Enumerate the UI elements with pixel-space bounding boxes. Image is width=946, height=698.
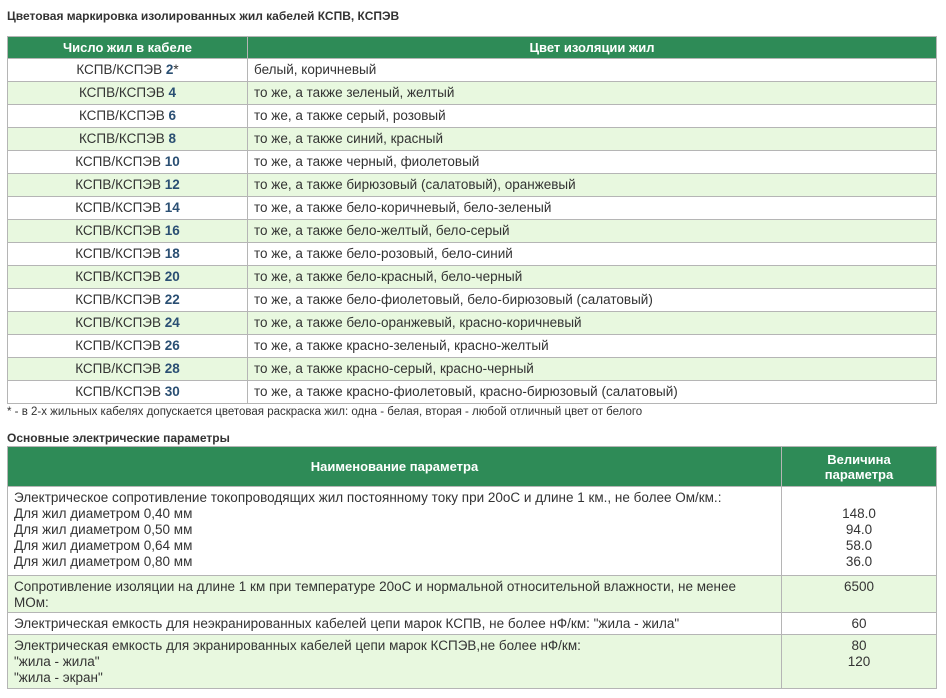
table-row xyxy=(8,220,937,243)
param-line: МОм: xyxy=(14,595,49,610)
core-count: 22 xyxy=(164,292,180,307)
table-row xyxy=(8,82,937,105)
header-core-count: Число жил в кабеле xyxy=(8,37,248,59)
cable-prefix: КСПВ/КСПЭВ xyxy=(75,154,165,169)
core-count: 20 xyxy=(164,269,180,284)
core-count: 24 xyxy=(164,315,180,330)
table-row xyxy=(8,243,937,266)
insulation-colors-cell: то же, а также бело-оранжевый, красно-коричневый xyxy=(248,312,937,335)
param-value: 148.0 xyxy=(842,506,876,521)
param-line: "жила - жила" xyxy=(14,654,100,669)
core-count: 28 xyxy=(164,361,180,376)
color-coding-header-row xyxy=(8,37,937,59)
param-value: 6500 xyxy=(843,579,875,594)
cable-type-cell xyxy=(8,243,248,266)
electrical-params-title: Основные электрические параметры xyxy=(7,431,230,445)
table-row xyxy=(8,381,937,404)
insulation-colors-cell: то же, а также серый, розовый xyxy=(248,105,937,128)
param-name-cell xyxy=(8,576,782,613)
color-coding-table xyxy=(7,36,937,404)
param-value-cell xyxy=(782,576,937,613)
param-value: 80 xyxy=(851,638,867,653)
param-value: 60 xyxy=(851,616,867,631)
param-line: "жила - экран" xyxy=(14,670,103,685)
cable-type-cell xyxy=(8,220,248,243)
param-line: Для жил диаметром 0,50 мм xyxy=(14,522,193,537)
cable-prefix: КСПВ/КСПЭВ xyxy=(76,62,166,77)
cable-type-cell xyxy=(8,358,248,381)
param-line: Для жил диаметром 0,80 мм xyxy=(14,554,193,569)
insulation-colors-cell: то же, а также бирюзовый (салатовый), оранжевый xyxy=(248,174,937,197)
param-line: Электрическая емкость для экранированных кабелей цепи марок КСПЭВ,не более нФ/км: xyxy=(14,638,581,653)
cable-prefix: КСПВ/КСПЭВ xyxy=(75,223,165,238)
param-line: Сопротивление изоляции на длине 1 км при температуре 20оС и нормальной относительной влажности, не менее xyxy=(14,579,736,594)
insulation-colors-cell: то же, а также синий, красный xyxy=(248,128,937,151)
cable-type-cell xyxy=(8,128,248,151)
param-value-cell xyxy=(782,613,937,635)
param-line: Электрическое сопротивление токопроводящих жил постоянному току при 20оС и длине 1 км., не более Ом/км.: xyxy=(14,490,722,505)
footnote-mark: * xyxy=(173,62,179,77)
core-count: 6 xyxy=(168,108,177,123)
table-row xyxy=(8,289,937,312)
core-count: 2 xyxy=(165,62,174,77)
cable-prefix: КСПВ/КСПЭВ xyxy=(75,269,165,284)
core-count: 16 xyxy=(164,223,180,238)
core-count: 26 xyxy=(164,338,180,353)
table-row xyxy=(8,358,937,381)
table-row xyxy=(8,266,937,289)
cable-type-cell xyxy=(8,266,248,289)
cable-type-cell xyxy=(8,312,248,335)
cable-prefix: КСПВ/КСПЭВ xyxy=(75,292,165,307)
param-name-cell xyxy=(8,635,782,689)
table-row xyxy=(8,59,937,82)
table-row xyxy=(8,487,937,576)
insulation-colors-cell: то же, а также черный, фиолетовый xyxy=(248,151,937,174)
param-value: 36.0 xyxy=(845,554,873,569)
header-param-value-line1: Величина xyxy=(827,451,891,467)
header-param-value-line2: параметра xyxy=(824,466,894,482)
insulation-colors-cell: то же, а также бело-розовый, бело-синий xyxy=(248,243,937,266)
param-name-cell xyxy=(8,487,782,576)
cable-type-cell xyxy=(8,335,248,358)
cable-prefix: КСПВ/КСПЭВ xyxy=(75,384,165,399)
electrical-params-table-body xyxy=(8,487,937,689)
header-param-name: Наименование параметра xyxy=(8,447,782,487)
cable-type-cell xyxy=(8,59,248,82)
table-row xyxy=(8,105,937,128)
param-value: 58.0 xyxy=(845,538,873,553)
cable-prefix: КСПВ/КСПЭВ xyxy=(75,361,165,376)
param-line: Для жил диаметром 0,64 мм xyxy=(14,538,193,553)
table-row xyxy=(8,151,937,174)
header-insulation-color: Цвет изоляции жил xyxy=(248,37,937,59)
param-value: 120 xyxy=(847,654,871,669)
footnote: * - в 2-х жильных кабелях допускается цветовая раскраска жил: одна - белая, вторая - любой отличный цвет от белого xyxy=(7,406,643,418)
table-row xyxy=(8,635,937,689)
cable-type-cell xyxy=(8,174,248,197)
insulation-colors-cell: белый, коричневый xyxy=(248,59,937,82)
table-row xyxy=(8,174,937,197)
cable-type-cell xyxy=(8,381,248,404)
core-count: 18 xyxy=(164,246,180,261)
table-row xyxy=(8,335,937,358)
electrical-params-header-row xyxy=(8,447,937,487)
insulation-colors-cell: то же, а также красно-серый, красно-черный xyxy=(248,358,937,381)
param-value xyxy=(788,490,930,506)
param-value-cell xyxy=(782,635,937,689)
table-row xyxy=(8,128,937,151)
table-row xyxy=(8,197,937,220)
core-count: 30 xyxy=(164,384,180,399)
insulation-colors-cell: то же, а также красно-зеленый, красно-желтый xyxy=(248,335,937,358)
insulation-colors-cell: то же, а также зеленый, желтый xyxy=(248,82,937,105)
cable-prefix: КСПВ/КСПЭВ xyxy=(75,177,165,192)
insulation-colors-cell: то же, а также бело-красный, бело-черный xyxy=(248,266,937,289)
electrical-params-table xyxy=(7,446,937,689)
insulation-colors-cell: то же, а также красно-фиолетовый, красно-бирюзовый (салатовый) xyxy=(248,381,937,404)
table-row xyxy=(8,576,937,613)
param-name-cell xyxy=(8,613,782,635)
cable-prefix: КСПВ/КСПЭВ xyxy=(75,246,165,261)
insulation-colors-cell: то же, а также бело-коричневый, бело-зеленый xyxy=(248,197,937,220)
insulation-colors-cell: то же, а также бело-фиолетовый, бело-бирюзовый (салатовый) xyxy=(248,289,937,312)
core-count: 12 xyxy=(164,177,180,192)
param-line: Электрическая емкость для неэкранированных кабелей цепи марок КСПВ, не более нФ/км: "жила - жила" xyxy=(14,616,680,631)
cable-type-cell xyxy=(8,289,248,312)
param-value-cell xyxy=(782,487,937,576)
cable-type-cell xyxy=(8,105,248,128)
cable-type-cell xyxy=(8,82,248,105)
cable-type-cell xyxy=(8,197,248,220)
cable-prefix: КСПВ/КСПЭВ xyxy=(78,85,169,100)
cable-type-cell xyxy=(8,151,248,174)
core-count: 8 xyxy=(168,131,177,146)
insulation-colors-cell: то же, а также бело-желтый, бело-серый xyxy=(248,220,937,243)
header-param-value xyxy=(782,447,937,487)
core-count: 4 xyxy=(168,85,177,100)
core-count: 14 xyxy=(164,200,180,215)
core-count: 10 xyxy=(164,154,180,169)
cable-prefix: КСПВ/КСПЭВ xyxy=(78,131,169,146)
param-value: 94.0 xyxy=(845,522,873,537)
cable-prefix: КСПВ/КСПЭВ xyxy=(75,338,165,353)
cable-prefix: КСПВ/КСПЭВ xyxy=(75,200,165,215)
color-coding-title: Цветовая маркировка изолированных жил кабелей КСПВ, КСПЭВ xyxy=(7,9,400,23)
table-row xyxy=(8,613,937,635)
param-line: Для жил диаметром 0,40 мм xyxy=(14,506,193,521)
cable-prefix: КСПВ/КСПЭВ xyxy=(75,315,165,330)
color-coding-table-body xyxy=(8,59,937,404)
cable-prefix: КСПВ/КСПЭВ xyxy=(78,108,169,123)
table-row xyxy=(8,312,937,335)
